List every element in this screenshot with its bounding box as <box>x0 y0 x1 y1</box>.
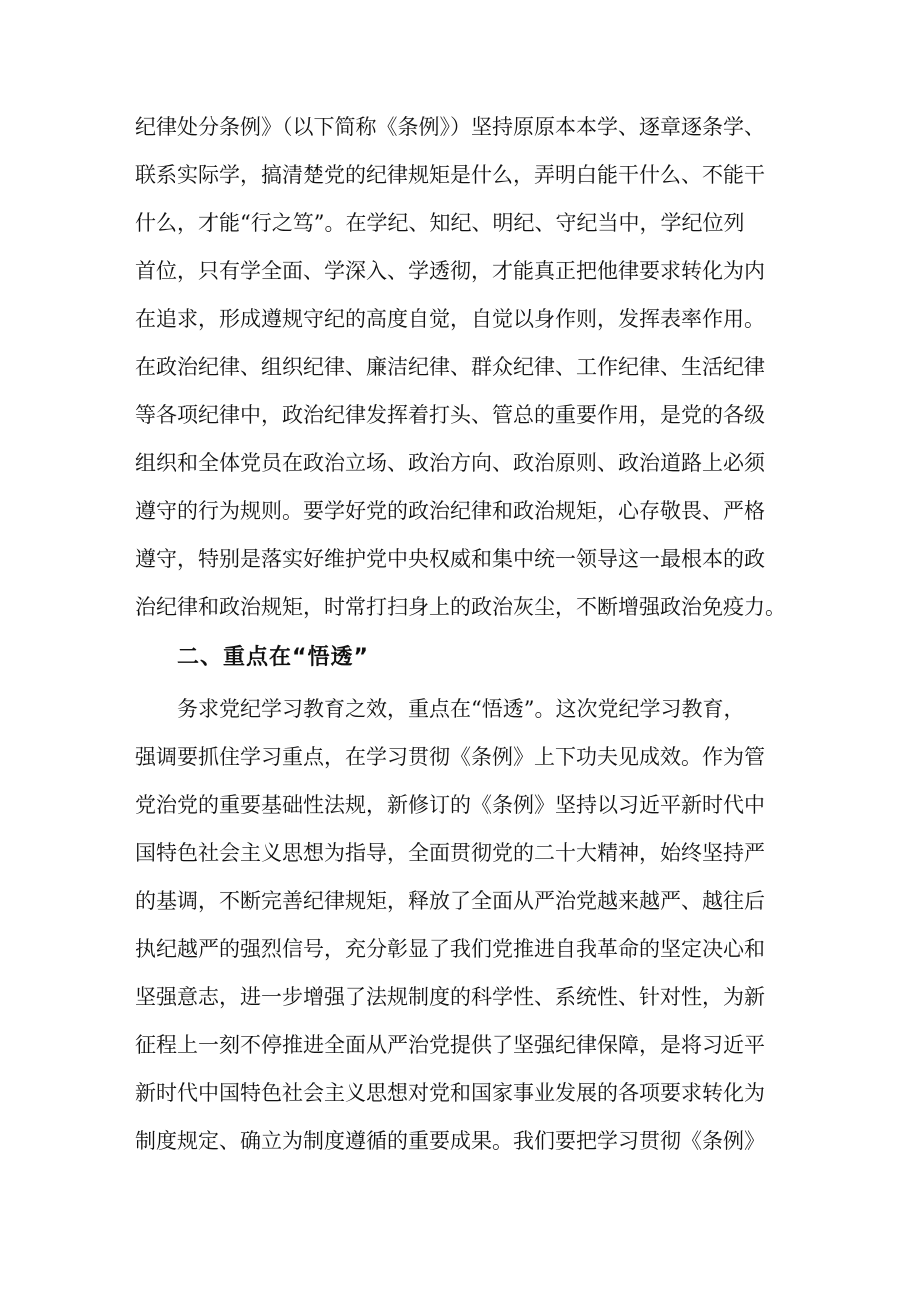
paragraph-2-line: 执纪越严的强烈信号，充分彰显了我们党推进自我革命的坚定决心和 <box>135 937 765 961</box>
paragraph-2-line: 国特色社会主义思想为指导，全面贯彻党的二十大精神，始终坚持严 <box>135 841 765 865</box>
paragraph-2-line: 的基调，不断完善纪律规矩，释放了全面从严治党越来越严、越往后 <box>135 889 765 913</box>
paragraph-1-line: 治纪律和政治规矩，时常打扫身上的政治灰尘，不断增强政治免疫力。 <box>135 595 786 619</box>
paragraph-1-line: 纪律处分条例》（以下简称《条例》）坚持原原本本学、逐章逐条学、 <box>135 115 765 139</box>
paragraph-1-line: 组织和全体党员在政治立场、政治方向、政治原则、政治道路上必须 <box>135 451 765 475</box>
paragraph-2-line: 新时代中国特色社会主义思想对党和国家事业发展的各项要求转化为 <box>135 1081 765 1105</box>
paragraph-1-line: 首位，只有学全面、学深入、学透彻，才能真正把他律要求转化为内 <box>135 259 765 283</box>
paragraph-2-line: 党治党的重要基础性法规，新修订的《条例》坚持以习近平新时代中 <box>135 793 765 817</box>
paragraph-2-line: 务求党纪学习教育之效，重点在“悟透”。这次党纪学习教育， <box>177 697 745 721</box>
paragraph-1-line: 遵守的行为规则。要学好党的政治纪律和政治规矩，心存敬畏、严格 <box>135 499 765 523</box>
paragraph-1-line: 遵守，特别是落实好维护党中央权威和集中统一领导这一最根本的政 <box>135 547 765 571</box>
paragraph-1-line: 等各项纪律中，政治纪律发挥着打头、管总的重要作用，是党的各级 <box>135 403 765 427</box>
paragraph-2-line: 征程上一刻不停推进全面从严治党提供了坚强纪律保障，是将习近平 <box>135 1033 765 1057</box>
paragraph-1-line: 在政治纪律、组织纪律、廉洁纪律、群众纪律、工作纪律、生活纪律 <box>135 355 765 379</box>
section-heading: 二、重点在“悟透” <box>177 645 369 670</box>
paragraph-1-line: 在追求，形成遵规守纪的高度自觉，自觉以身作则，发挥表率作用。 <box>135 307 765 331</box>
paragraph-2-line: 坚强意志，进一步增强了法规制度的科学性、系统性、针对性，为新 <box>135 985 765 1009</box>
paragraph-1-line: 联系实际学，搞清楚党的纪律规矩是什么，弄明白能干什么、不能干 <box>135 163 765 187</box>
paragraph-2-line: 制度规定、确立为制度遵循的重要成果。我们要把学习贯彻《条例》 <box>135 1129 765 1153</box>
paragraph-1-line: 什么，才能“行之笃”。在学纪、知纪、明纪、守纪当中，学纪位列 <box>135 211 745 235</box>
paragraph-2-line: 强调要抓住学习重点，在学习贯彻《条例》上下功夫见成效。作为管 <box>135 745 765 769</box>
